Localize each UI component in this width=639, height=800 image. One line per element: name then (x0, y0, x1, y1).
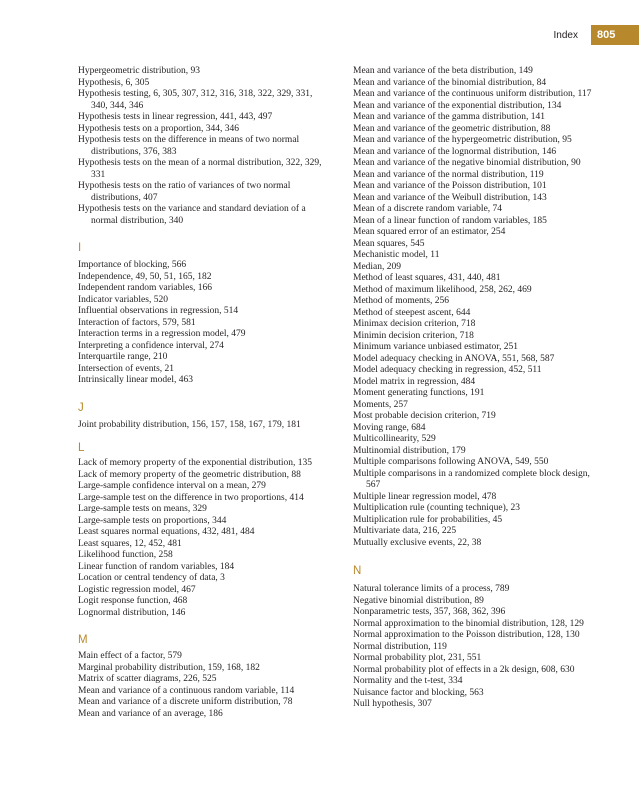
index-entry: Moments, 257 (353, 399, 408, 410)
index-entry: Multiplication rule for probabilities, 45 (353, 514, 503, 525)
index-entry: Large-sample tests on means, 329 (78, 504, 207, 514)
index-entry: Mean and variance of a continuous random variable, 114 (78, 685, 295, 696)
index-entry: Intersection of events, 21 (78, 363, 175, 374)
index-entry: Normality and the t-test, 334 (353, 676, 463, 686)
index-entry: Mean and variance of the negative binomial distribution, 90 (353, 158, 581, 168)
index-entry: Hypothesis tests on the variance and standard deviation of a normal distribution, 340 (78, 204, 306, 226)
section-letter-n: N (353, 565, 362, 577)
entries-m-left (78, 651, 328, 720)
entries-l (78, 458, 328, 619)
index-entry: Logistic regression model, 467 (78, 584, 196, 595)
index-entry: Multivariate data, 216, 225 (353, 526, 457, 536)
index-entry: Moment generating functions, 191 (353, 388, 485, 398)
index-entry: Negative binomial distribution, 89 (353, 595, 484, 606)
index-entry: Large-sample confidence interval on a mean, 279 (78, 481, 266, 491)
index-entry: Mutually exclusive events, 22, 38 (353, 537, 482, 548)
index-entry: Multiple linear regression model, 478 (353, 491, 497, 502)
index-entry: Method of maximum likelihood, 258, 262, 469 (353, 284, 532, 295)
entries-n (353, 584, 603, 711)
index-entry: Intrinsically linear model, 463 (78, 375, 194, 385)
index-entry: Likelihood function, 258 (78, 550, 173, 560)
index-entry: Multinomial distribution, 179 (353, 445, 466, 456)
index-entry: Hypothesis tests on the mean of a normal distribution, 322, 329, 331 (78, 158, 322, 180)
index-entry: Least squares normal equations, 432, 481, 484 (78, 527, 255, 537)
index-entry: Hypothesis, 6, 305 (78, 77, 150, 88)
index-entry: Hypothesis tests in linear regression, 441, 443, 497 (78, 112, 273, 122)
index-entry: Joint probability distribution, 156, 157, 158, 167, 179, 181 (78, 419, 301, 430)
index-entry: Hypothesis tests on the ratio of variances of two normal distributions, 407 (78, 181, 291, 203)
index-entry: Linear function of random variables, 184 (78, 561, 235, 572)
index-entry: Multiplication rule (counting technique), 23 (353, 503, 521, 513)
index-entry: Matrix of scatter diagrams, 226, 525 (78, 674, 217, 684)
index-entry: Minimum variance unbiased estimator, 251 (353, 342, 519, 352)
index-entry: Independence, 49, 50, 51, 165, 182 (78, 271, 212, 282)
index-entry: Least squares, 12, 452, 481 (78, 538, 182, 549)
index-entry: Hypothesis tests on a proportion, 344, 346 (78, 123, 239, 134)
index-entry: Large-sample test on the difference in two proportions, 414 (78, 492, 304, 503)
index-column-right (353, 66, 603, 711)
running-header: Index (553, 30, 578, 41)
index-entry: Lack of memory property of the geometric distribution, 88 (78, 469, 301, 480)
index-entry: Mean and variance of the beta distribution, 149 (353, 66, 533, 76)
index-entry: Interquartile range, 210 (78, 352, 168, 362)
index-entry: Nonparametric tests, 357, 368, 362, 396 (353, 607, 506, 617)
index-entry: Mean and variance of the normal distribution, 119 (353, 169, 544, 180)
index-entry: Mean and variance of the exponential distribution, 134 (353, 100, 562, 111)
index-entry: Mean and variance of the binomial distribution, 84 (353, 77, 547, 88)
index-entry: Mean and variance of the continuous uniform distribution, 117 (353, 89, 592, 99)
index-entry: Lognormal distribution, 146 (78, 607, 186, 618)
index-entry: Method of moments, 256 (353, 296, 450, 306)
index-entry: Mean and variance of the hypergeometric distribution, 95 (353, 135, 572, 145)
index-entry: Natural tolerance limits of a process, 789 (353, 584, 510, 594)
index-entry: Main effect of a factor, 579 (78, 651, 182, 661)
index-entry: Mean and variance of the geometric distribution, 88 (353, 123, 551, 134)
index-entry: Multicollinearity, 529 (353, 434, 436, 444)
index-entry: Mean of a linear function of random variables, 185 (353, 215, 547, 226)
index-column-left (78, 66, 328, 720)
section-letter-j: J (78, 401, 84, 414)
index-entry: Multiple comparisons following ANOVA, 549, 550 (353, 457, 549, 467)
index-entry: Null hypothesis, 307 (353, 699, 432, 709)
index-entry: Location or central tendency of data, 3 (78, 573, 225, 583)
index-entry: Mean squares, 545 (353, 238, 425, 249)
index-entry: Multiple comparisons in a randomized complete block design, 567 (353, 468, 590, 490)
index-entry: Hypergeometric distribution, 93 (78, 66, 200, 76)
index-entry: Logit response function, 468 (78, 596, 188, 606)
index-entry: Mean and variance of the Poisson distribution, 101 (353, 181, 547, 191)
index-entry: Method of steepest ascent, 644 (353, 307, 471, 318)
index-entry: Method of least squares, 431, 440, 481 (353, 273, 501, 283)
page-number-tab: 805 (591, 25, 639, 45)
index-entry: Mean and variance of an average, 186 (78, 708, 223, 719)
index-entry: Interpreting a confidence interval, 274 (78, 340, 224, 351)
index-entry: Mechanistic model, 11 (353, 250, 440, 260)
index-entry: Mean and variance of the lognormal distribution, 146 (353, 146, 557, 157)
entries-m-right (353, 66, 603, 549)
index-entry: Mean of a discrete random variable, 74 (353, 204, 503, 214)
index-entry: Moving range, 684 (353, 422, 426, 433)
section-letter-l: L (78, 442, 85, 454)
index-entry: Most probable decision criterion, 719 (353, 411, 496, 421)
index-entry: Mean and variance of the gamma distribution, 141 (353, 112, 546, 122)
index-entry: Marginal probability distribution, 159, 168, 182 (78, 662, 260, 673)
index-entry: Mean squared error of an estimator, 254 (353, 227, 506, 237)
index-entry: Interaction terms in a regression model, 479 (78, 329, 246, 339)
index-entry: Model adequacy checking in ANOVA, 551, 568, 587 (353, 353, 555, 364)
entries-i (78, 260, 328, 387)
index-entry: Normal probability plot, 231, 551 (353, 653, 482, 663)
index-entry: Hypothesis tests on the difference in means of two normal distributions, 376, 383 (78, 135, 300, 157)
entries-h (78, 66, 328, 227)
index-entry: Importance of blocking, 566 (78, 260, 187, 270)
index-entry: Independent random variables, 166 (78, 283, 213, 293)
index-entry: Large-sample tests on proportions, 344 (78, 515, 227, 526)
index-entry: Model matrix in regression, 484 (353, 376, 476, 387)
index-entry: Normal distribution, 119 (353, 641, 447, 652)
index-entry: Influential observations in regression, 514 (78, 306, 239, 316)
index-entry: Lack of memory property of the exponential distribution, 135 (78, 458, 313, 468)
index-entry: Interaction of factors, 579, 581 (78, 317, 196, 328)
index-entry: Indicator variables, 520 (78, 294, 168, 305)
index-entry: Minimin decision criterion, 718 (353, 330, 474, 341)
index-entry: Normal approximation to the Poisson distribution, 128, 130 (353, 630, 580, 640)
section-letter-m: M (78, 634, 88, 646)
index-entry: Hypothesis testing, 6, 305, 307, 312, 316, 318, 322, 329, 331, 340, 344, 346 (78, 89, 313, 111)
index-entry: Normal approximation to the binomial distribution, 128, 129 (353, 618, 584, 629)
index-entry: Mean and variance of a discrete uniform distribution, 78 (78, 697, 293, 707)
index-entry: Mean and variance of the Weibull distribution, 143 (353, 192, 547, 203)
index-entry: Median, 209 (353, 261, 402, 272)
index-entry: Nuisance factor and blocking, 563 (353, 687, 484, 698)
index-entry: Normal probability plot of effects in a 2k design, 608, 630 (353, 664, 575, 675)
index-entry: Model adequacy checking in regression, 452, 511 (353, 365, 542, 375)
section-letter-i: I (78, 242, 82, 254)
entries-j (78, 420, 328, 432)
index-entry: Minimax decision criterion, 718 (353, 319, 476, 329)
